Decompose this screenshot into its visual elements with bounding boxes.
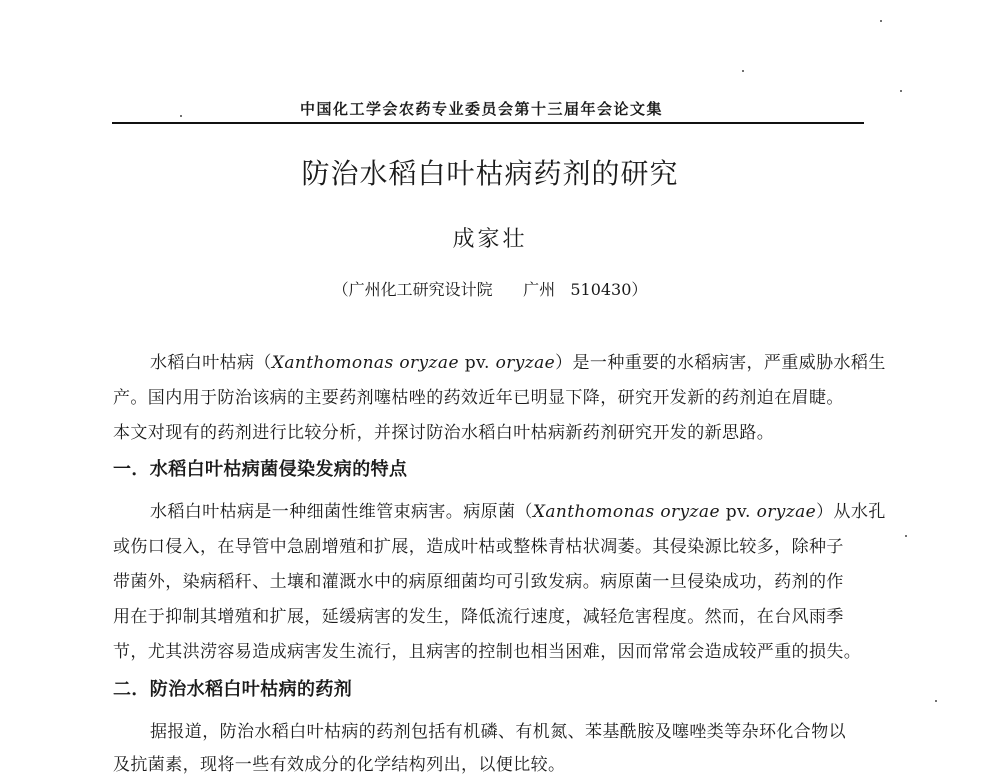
- scan-speck: [900, 90, 902, 92]
- section-1-line-1: [150, 497, 886, 522]
- section-2-line-1: 据报道，防治水稻白叶枯病的药剂包括有机磷、有机氮、苯基酰胺及噻唑类等杂环化合物以: [150, 722, 846, 742]
- s1-1-post: ）从水孔: [816, 502, 886, 522]
- section-heading-2: 二．防治水稻白叶枯病的药剂: [113, 679, 353, 700]
- scientific-name: Xanthomonas oryzae: [271, 353, 459, 373]
- intro-line-2: 产。国内用于防治该病的主要药剂噻枯唑的药效近年已明显下降，研究开发新的药剂迫在眉睫。: [113, 388, 844, 408]
- scientific-name-pathovar: oryzae: [495, 353, 556, 373]
- section-1-line-2: 或伤口侵入，在导管中急剧增殖和扩展，造成叶枯或整株青枯状凋萎。其侵染源比较多，除种子: [113, 537, 844, 557]
- author-affiliation: （广州化工研究设计院 广州 510430）: [332, 280, 648, 299]
- s1-1-pre: 水稻白叶枯病是一种细菌性维管束病害。病原菌（: [150, 502, 533, 522]
- header-rule: [112, 122, 864, 124]
- pathovar-abbrev: pv.: [719, 502, 757, 522]
- scan-speck: [180, 115, 182, 117]
- section-heading-1: 一．水稻白叶枯病菌侵染发病的特点: [113, 459, 408, 480]
- running-header: 中国化工学会农药专业委员会第十三届年会论文集: [300, 100, 664, 118]
- author-name: 成家壮: [452, 227, 528, 252]
- intro-line-3: 本文对现有的药剂进行比较分析，并探讨防治水稻白叶枯病新药剂研究开发的新思路。: [113, 423, 775, 443]
- section-1-line-3: 带菌外，染病稻秆、土壤和灌溉水中的病原细菌均可引致发病。病原菌一旦侵染成功，药剂的作: [113, 572, 844, 592]
- intro-1-pre: 水稻白叶枯病（: [150, 353, 272, 373]
- scan-speck: [880, 20, 882, 22]
- section-2-line-2: 及抗菌素，现将一些有效成分的化学结构列出，以便比较。: [113, 755, 566, 775]
- scan-speck: [742, 70, 744, 72]
- pathovar-abbrev: pv.: [458, 353, 496, 373]
- intro-1-post: ）是一种重要的水稻病害，严重威胁水稻生: [555, 353, 886, 373]
- scientific-name: Xanthomonas oryzae: [532, 502, 720, 522]
- intro-line-1: [150, 348, 886, 373]
- paper-title: 防治水稻白叶枯病药剂的研究: [301, 157, 679, 190]
- scientific-name-pathovar: oryzae: [756, 502, 817, 522]
- section-1-line-5: 节，尤其洪涝容易造成病害发生流行，且病害的控制也相当困难，因而常常会造成较严重的损失。: [113, 642, 862, 662]
- scan-speck: [905, 535, 907, 537]
- section-1-line-4: 用在于抑制其增殖和扩展，延缓病害的发生，降低流行速度，减轻危害程度。然而，在台风雨季: [113, 607, 844, 627]
- scan-speck: [935, 700, 937, 702]
